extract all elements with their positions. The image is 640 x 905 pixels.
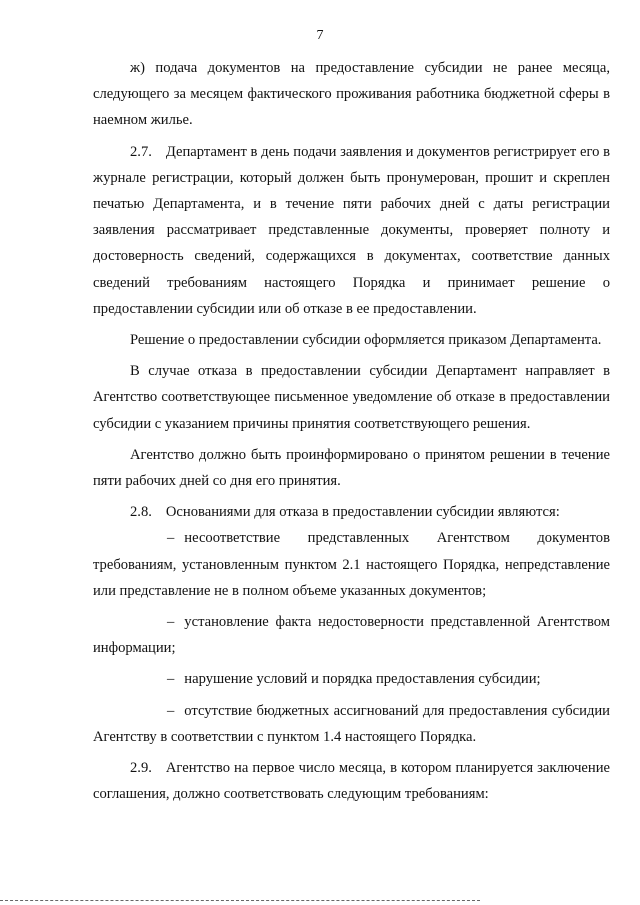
dash-marker: – [167, 702, 175, 719]
list-item-2 [93, 609, 610, 661]
paragraph-text: Основаниями для отказа в предоставлении субсидии являются: [165, 504, 560, 521]
section-number: 2.7. [130, 143, 152, 160]
paragraph-5 [93, 442, 610, 494]
list-item-text: нарушение условий и порядка предоставления субсидии; [184, 671, 541, 688]
paragraph-2-7 [93, 139, 610, 322]
list-item-text: установление факта недостоверности представленной Агентством информации; [93, 614, 610, 657]
paragraph-4 [93, 358, 610, 437]
scan-bottom-edge [0, 900, 480, 901]
dash-marker: – [167, 671, 175, 688]
paragraph-2-9 [93, 755, 610, 807]
list-item-text: отсутствие бюджетных ассигнований для предоставления субсидии Агентству в соответствии с пунктом 1.4 настоящего Порядка. [93, 702, 610, 745]
list-item-4 [93, 698, 610, 750]
paragraph-text: ж) подача документов на предоставление субсидии не ранее месяца, следующего за месяцем фактического проживания работника бюджетной сферы в наемном жилье. [93, 60, 610, 129]
list-item-3 [93, 666, 610, 692]
paragraph-text: Агентство на первое число месяца, в котором планируется заключение соглашения, должно соответствовать следующим требованиям: [93, 760, 610, 803]
page-number: 7 [316, 28, 324, 43]
section-number: 2.8. [130, 504, 152, 521]
document-body [93, 55, 610, 807]
paragraph-text: Решение о предоставлении субсидии оформляется приказом Департамента. [130, 332, 602, 349]
section-number: 2.9. [130, 760, 152, 777]
paragraph-text: В случае отказа в предоставлении субсидии Департамент направляет в Агентство соответствующее письменное уведомление об отказе в предоставлении субсидии с указанием причины принятия соответствующего решения. [93, 363, 610, 432]
paragraph-text: Департамент в день подачи заявления и документов регистрирует его в журнале регистрации, который должен быть пронумерован, прошит и скреплен печатью Департамента, и в течение пяти рабочих дней с даты регистрации заявления рассматривает представленные документы, проверяет полноту и достоверность сведений, содержащихся в документах, соответствие данных сведений требованиям настоящего Порядка и принимает решение о предоставлении субсидии или об отказе в ее предоставлении. [93, 143, 610, 317]
list-item-text: несоответствие представленных Агентством документов требованиям, установленным пунктом 2.1 настоящего Порядка, непредставление или представление не в полном объеме указанных документов; [93, 530, 610, 599]
paragraph-2-8 [93, 499, 610, 525]
list-item-1 [93, 525, 610, 604]
dash-marker: – [167, 614, 175, 631]
paragraph-text: Агентство должно быть проинформировано о принятом решении в течение пяти рабочих дней со дня его принятия. [93, 446, 610, 490]
dash-marker: – [167, 530, 175, 547]
paragraph-1 [93, 55, 610, 134]
paragraph-3 [93, 327, 610, 353]
